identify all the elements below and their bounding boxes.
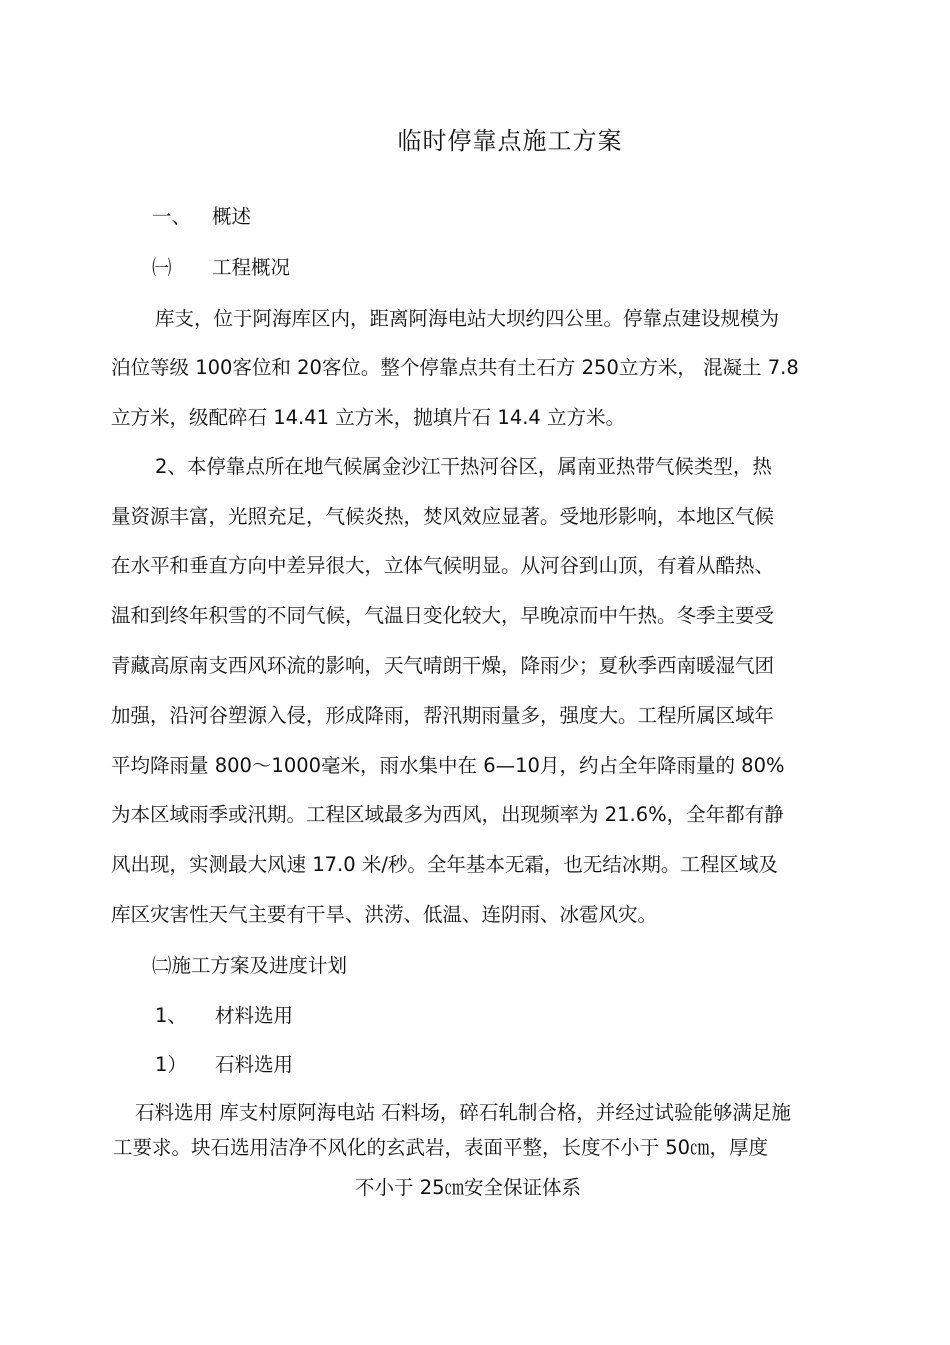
paragraph-line: 石料选用 库支村原阿海电站 石料场，碎石轧制合格，并经过试验能够满足施 bbox=[135, 1101, 791, 1124]
section-number: 一、 bbox=[152, 205, 192, 228]
paragraph-line: 2、本停靠点所在地气候属金沙江干热河谷区，属南亚热带气候类型，热 bbox=[155, 455, 772, 478]
document-title: 临时停靠点施工方案 bbox=[397, 127, 623, 155]
paragraph-line: 风出现，实测最大风速 17.0 米/秒。全年基本无霜，也无结冰期。工程区域及 bbox=[111, 853, 778, 876]
section-label: 概述 bbox=[212, 205, 252, 228]
paragraph-line: 量资源丰富，光照充足，气候炎热，焚风效应显著。受地形影响，本地区气候 bbox=[111, 505, 775, 528]
subsection-heading-project-overview bbox=[152, 253, 290, 283]
item-label: 材料选用 bbox=[215, 1004, 294, 1027]
item-number: 1、 bbox=[155, 1004, 187, 1027]
item-heading-materials bbox=[155, 1001, 293, 1031]
paragraph-line: 工要求。块石选用洁净不风化的玄武岩，表面平整，长度不小于 50㎝，厚度 bbox=[113, 1136, 769, 1159]
paragraph-line: 平均降雨量 800～1000毫米，雨水集中在 6—10月，约占全年降雨量的 80% bbox=[111, 754, 785, 777]
paragraph-line: 为本区域雨季或汛期。工程区域最多为西风，出现频率为 21.6%，全年都有静 bbox=[111, 803, 784, 826]
item-heading-stone-selection bbox=[155, 1050, 293, 1080]
paragraph-line: 立方米，级配碎石 14.41 立方米，抛填片石 14.4 立方米。 bbox=[111, 406, 626, 429]
paragraph-line: 不小于 25㎝安全保证体系 bbox=[355, 1176, 582, 1199]
item-label: 石料选用 bbox=[215, 1053, 294, 1076]
paragraph-line: 在水平和垂直方向中差异很大，立体气候明显。从河谷到山顶，有着从酷热、 bbox=[111, 554, 775, 577]
paragraph-line: 库区灾害性天气主要有干旱、洪涝、低温、连阴雨、冰雹风灾。 bbox=[111, 903, 658, 926]
subsection-number: ㈠ bbox=[152, 256, 172, 279]
item-number: 1） bbox=[155, 1053, 187, 1076]
subsection-label: 工程概况 bbox=[212, 256, 291, 279]
paragraph-line: 加强，沿河谷塑源入侵，形成降雨，帮汛期雨量多，强度大。工程所属区域年 bbox=[111, 704, 775, 727]
paragraph-line: 温和到终年积雪的不同气候，气温日变化较大，早晚凉而中午热。冬季主要受 bbox=[111, 604, 775, 627]
subsection-heading-construction-plan: ㈡施工方案及进度计划 bbox=[152, 954, 348, 977]
paragraph-line: 青藏高原南支西风环流的影响，天气晴朗干燥，降雨少；夏秋季西南暖湿气团 bbox=[111, 654, 775, 677]
paragraph-line: 库支，位于阿海库区内，距离阿海电站大坝约四公里。停靠点建设规模为 bbox=[155, 307, 780, 330]
section-heading-overview bbox=[152, 202, 251, 232]
paragraph-line: 泊位等级 100客位和 20客位。整个停靠点共有土石方 250立方米， 混凝土 7.8 bbox=[111, 356, 799, 379]
